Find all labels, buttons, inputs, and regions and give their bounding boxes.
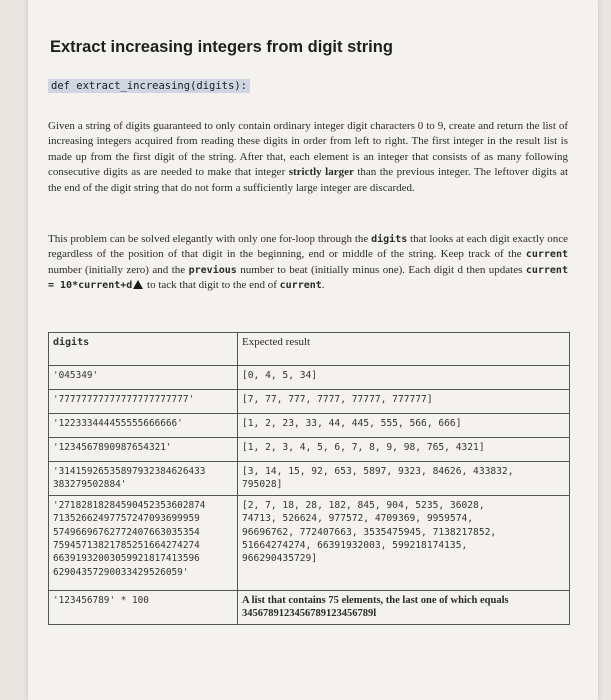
document-page xyxy=(28,0,598,700)
examples-table xyxy=(48,332,570,625)
para2-text-f: . xyxy=(321,279,325,292)
row-input: '123456789' * 100 xyxy=(49,590,238,624)
row-output: [7, 77, 777, 7777, 77777, 777777] xyxy=(238,390,570,414)
header-expected: Expected result xyxy=(238,333,570,366)
row-input: '122333444455555666666' xyxy=(49,414,238,438)
para2-text-a: This problem can be solved elegantly with only one for-loop through the xyxy=(48,233,372,245)
para2-text-c: number (initially zero) and the xyxy=(48,263,189,276)
table-row xyxy=(49,438,570,462)
hint-paragraph xyxy=(48,232,568,294)
para1-text-b: than the previous integer. The leftover digits at the end of the digit string that do not form a sufficiently large integer are discarded. xyxy=(48,166,569,194)
row-output: [2, 7, 18, 28, 182, 845, 904, 5235, 36028, 74713, 526624, 977572, 4709369, 9959574, 96696762, 772407663, 3535475945, 7138217852, 51664274274, 66391932003, 599218174135, 966290435729] xyxy=(238,495,570,590)
para1-text-a: Given a string of digits guaranteed to only contain ordinary integer digit characters 0 to 9, create and return the list of increasing integers acquired from reading these digits in order from left to right. The first integer in the result list is made up from the first digit of the string. After that, each element is an integer that consists of as many following consecutive digits as are needed to make that integer xyxy=(48,120,568,179)
page-title: Extract increasing integers from digit string xyxy=(50,38,393,56)
header-digits: digits xyxy=(49,333,238,366)
description-paragraph xyxy=(48,119,568,196)
row-output: A list that contains 75 elements, the last one of which equals 3456789123456789123456789l xyxy=(238,590,570,624)
para1-strong: strictly larger xyxy=(288,166,354,179)
para2-text-b: that looks at each digit exactly once regardless of the position of that digit in the beginning, end or middle of the string. Keep track of the xyxy=(48,233,568,261)
table-row xyxy=(49,414,570,438)
code-digits: digits xyxy=(371,234,408,245)
row-output: [3, 14, 15, 92, 653, 5897, 9323, 84626, 433832, 795028] xyxy=(238,462,570,496)
para2-text-d: number to beat (initially minus one). Each digit d then updates xyxy=(236,263,526,276)
row-input: '045349' xyxy=(49,366,238,390)
row-output: [1, 2, 23, 33, 44, 445, 555, 566, 666] xyxy=(238,414,570,438)
row-output: [1, 2, 3, 4, 5, 6, 7, 8, 9, 98, 765, 4321] xyxy=(238,438,570,462)
code-current-2: current xyxy=(279,280,322,292)
table-row xyxy=(49,590,570,624)
row-input: '1234567890987654321' xyxy=(49,438,238,462)
code-current: current xyxy=(525,249,568,261)
mouse-cursor-icon xyxy=(133,280,143,289)
para2-text-e: to tack that digit to the end of xyxy=(144,279,280,292)
row-output: [0, 4, 5, 34] xyxy=(238,366,570,390)
row-input: '77777777777777777777777' xyxy=(49,390,238,414)
code-update: current = 10*current+d xyxy=(48,264,568,292)
code-previous: previous xyxy=(188,264,237,276)
table-row xyxy=(49,366,570,390)
row-input: '27182818284590452353602874 71352662497757247093699959 57496696762772407663035354 75945713821785251664274274 66391932003059921817413596 62904357290033429526059' xyxy=(49,495,238,590)
table-header-row xyxy=(49,333,570,366)
row-input: '31415926535897932384626433 383279502884' xyxy=(49,462,238,496)
function-signature: def extract_increasing(digits): xyxy=(48,79,250,93)
table-row xyxy=(49,462,570,496)
table-row xyxy=(49,495,570,590)
table-row xyxy=(49,390,570,414)
